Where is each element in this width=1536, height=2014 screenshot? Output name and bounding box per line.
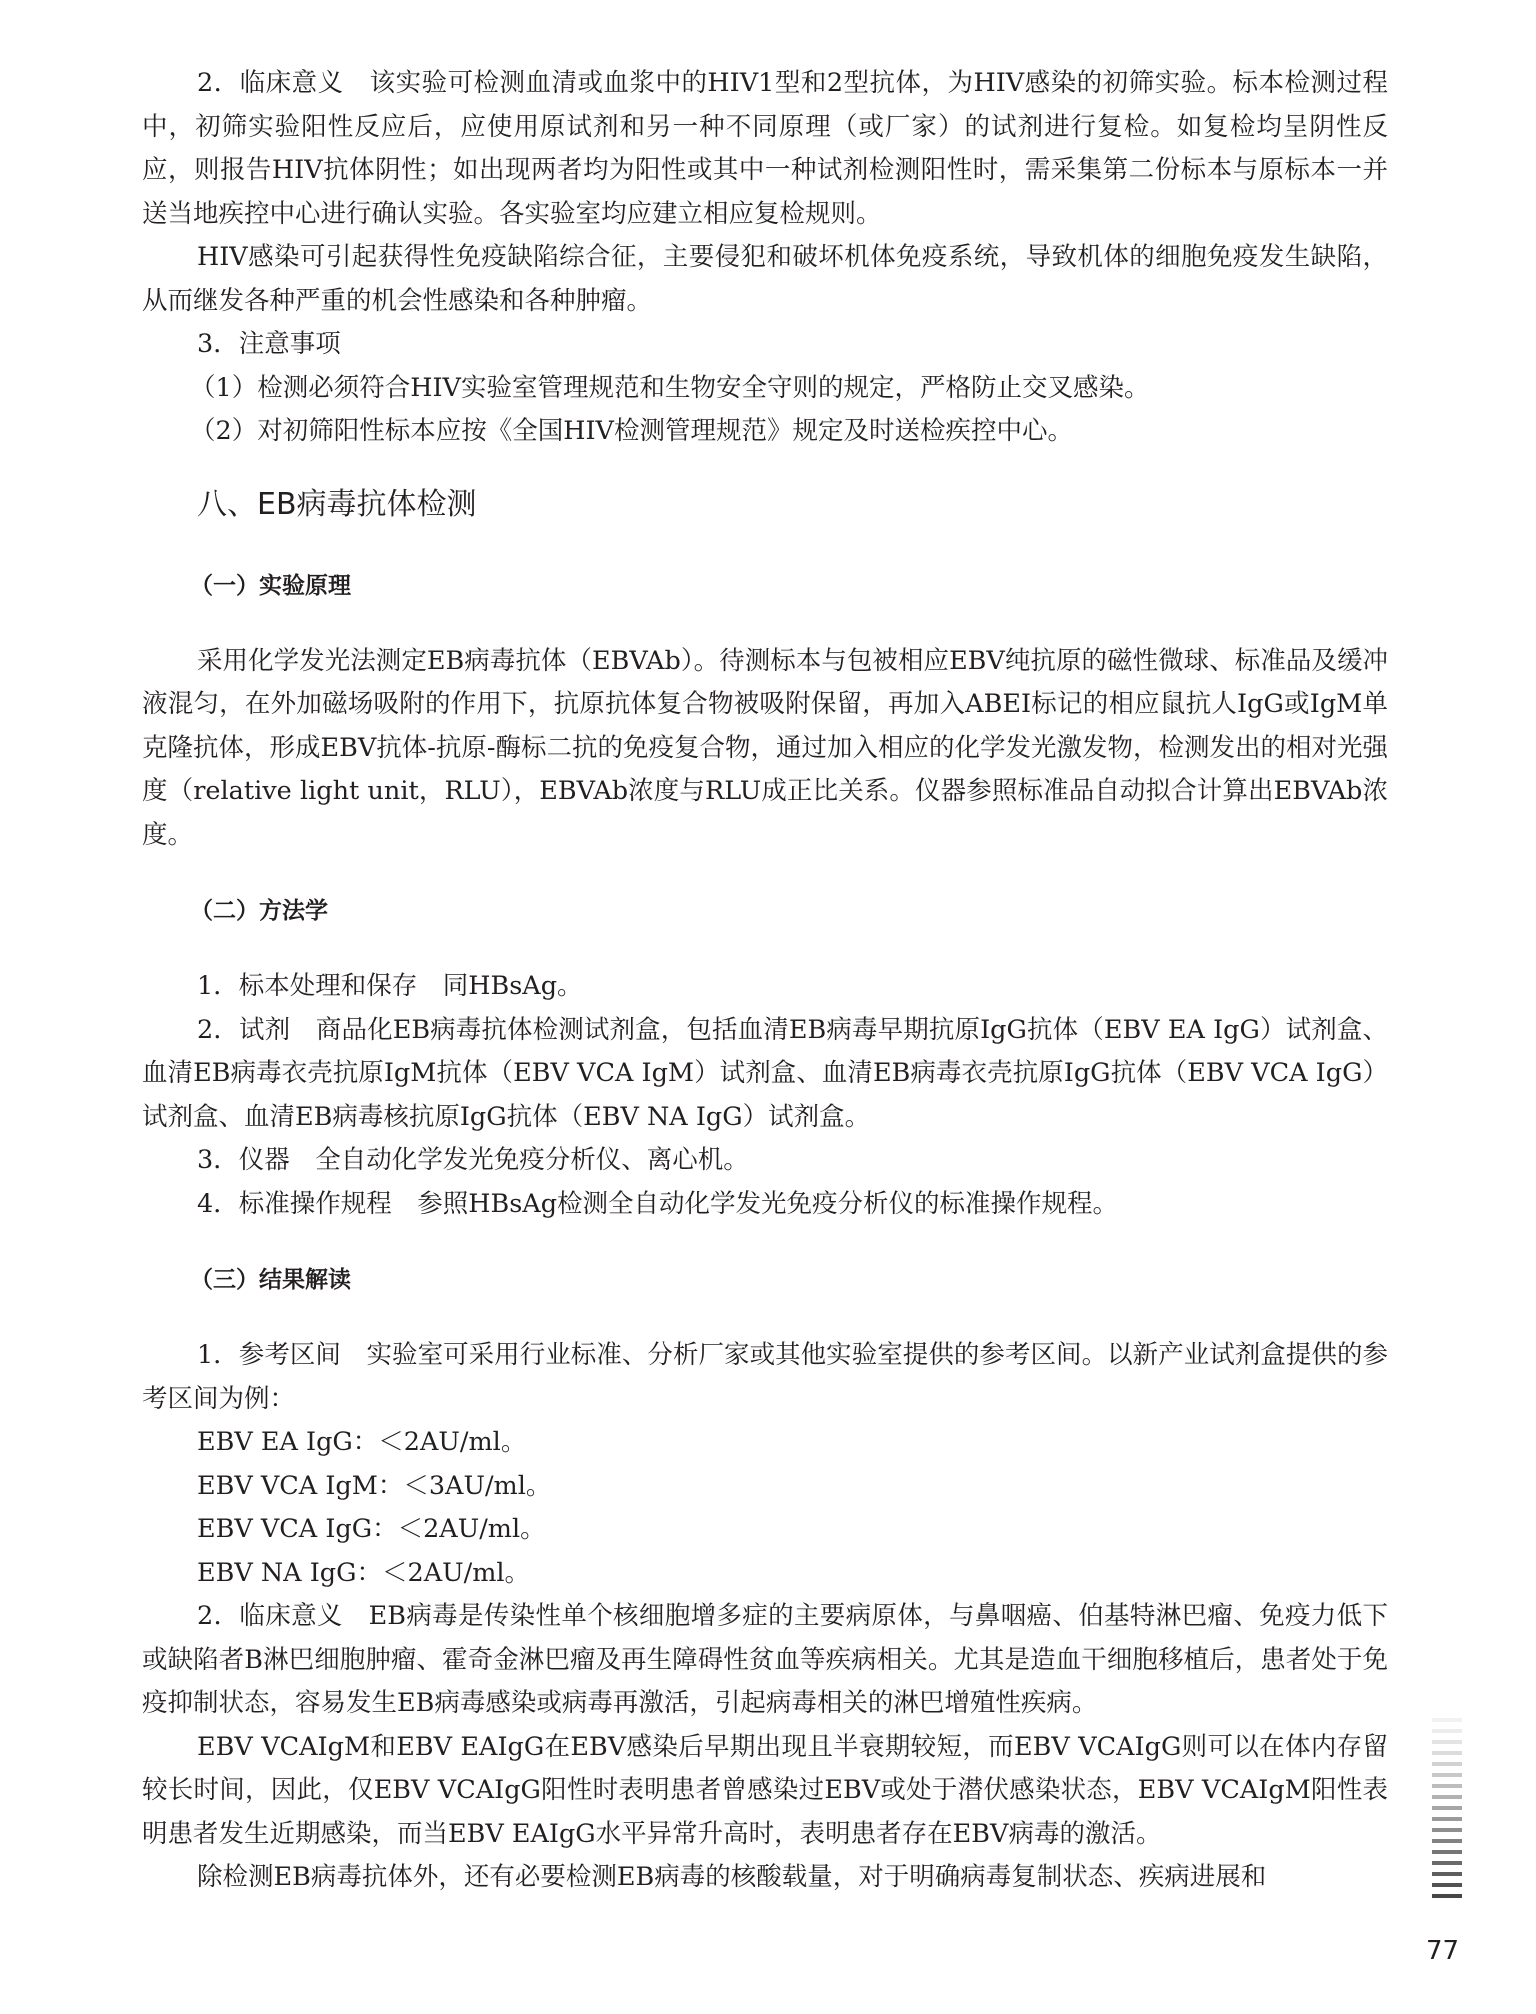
- thumb-bar: [1432, 1751, 1462, 1755]
- reference-line: EBV VCA IgM：＜3AU/ml。: [197, 1470, 552, 1501]
- reference-line: EBV NA IgG：＜2AU/ml。: [197, 1557, 531, 1588]
- thumb-bar: [1432, 1883, 1462, 1887]
- paragraph: 1．标本处理和保存 同HBsAg。: [197, 971, 583, 1001]
- subsection-title: （一）实验原理: [190, 572, 351, 599]
- thumb-bar: [1432, 1828, 1462, 1832]
- reference-line: EBV VCA IgG：＜2AU/ml。: [197, 1514, 546, 1544]
- paragraph: 3．仪器 全自动化学发光免疫分析仪、离心机。: [197, 1145, 749, 1175]
- thumb-bar: [1432, 1784, 1462, 1788]
- page-edge-thumb-index: [1432, 1718, 1462, 1905]
- paragraph: 2．临床意义 该实验可检测血清或血浆中的HIV1型和2型抗体，为HIV感染的初筛实验。标本检测过程中，初筛实验阳性反应后，应使用原试剂和另一种不同原理（或厂家）的试剂进行复检。如复检均呈阴性反应，则报告HIV抗体阴性；如出现两者均为阳性或其中一种试剂检测阳性时，需采集第二份标本与原标本一并送当地疾控中心进行确认实验。各实验室均应建立相应复检规则。: [142, 68, 1388, 229]
- paragraph: 采用化学发光法测定EB病毒抗体（EBVAb）。待测标本与包被相应EBV纯抗原的磁性微球、标准品及缓冲液混匀，在外加磁场吸附的作用下，抗原抗体复合物被吸附保留，再加入ABEI标记的相应鼠抗人IgG或IgM单克隆抗体，形成EBV抗体-抗原-酶标二抗的免疫复合物，通过加入相应的化学发光激发物，检测发出的相对光强度（relative light unit，RLU），EBVAb浓度与RLU成正比关系。仪器参照标准品自动拟合计算出EBVAb浓度。: [142, 645, 1389, 850]
- section-title: 八、EB病毒抗体检测: [197, 486, 477, 522]
- paragraph: 1．参考区间 实验室可采用行业标准、分析厂家或其他实验室提供的参考区间。以新产业试剂盒提供的参考区间为例：: [142, 1340, 1388, 1414]
- thumb-bar: [1432, 1817, 1462, 1821]
- paragraph: 3．注意事项: [197, 329, 341, 359]
- paragraph: 4．标准操作规程 参照HBsAg检测全自动化学发光免疫分析仪的标准操作规程。: [197, 1188, 1119, 1219]
- paragraph: 除检测EB病毒抗体外，还有必要检测EB病毒的核酸载量，对于明确病毒复制状态、疾病进展和: [197, 1862, 1267, 1892]
- page-number: 77: [1426, 1936, 1460, 1966]
- thumb-bar: [1432, 1861, 1462, 1865]
- thumb-bar: [1432, 1894, 1462, 1898]
- subsection-title: （二）方法学: [190, 898, 328, 924]
- thumb-bar: [1432, 1729, 1462, 1733]
- paragraph: 2．临床意义 EB病毒是传染性单个核细胞增多症的主要病原体，与鼻咽癌、伯基特淋巴瘤、免疫力低下或缺陷者B淋巴细胞肿瘤、霍奇金淋巴瘤及再生障碍性贫血等疾病相关。尤其是造血干细胞移植后，患者处于免疫抑制状态，容易发生EB病毒感染或病毒再激活，引起病毒相关的淋巴增殖性疾病。: [142, 1601, 1388, 1718]
- paragraph: 2．试剂 商品化EB病毒抗体检测试剂盒，包括血清EB病毒早期抗原IgG抗体（EBV EA IgG）试剂盒、血清EB病毒衣壳抗原IgM抗体（EBV VCA IgM）试剂盒、血清EB病毒衣壳抗原IgG抗体（EBV VCA IgG）试剂盒、血清EB病毒核抗原IgG抗体（EBV NA IgG）试剂盒。: [142, 1014, 1388, 1132]
- thumb-bar: [1432, 1718, 1462, 1722]
- paragraph: HIV感染可引起获得性免疫缺陷综合征，主要侵犯和破坏机体免疫系统，导致机体的细胞免疫发生缺陷，从而继发各种严重的机会性感染和各种肿瘤。: [142, 242, 1388, 316]
- thumb-bar: [1432, 1762, 1462, 1766]
- paragraph: （2）对初筛阳性标本应按《全国HIV检测管理规范》规定及时送检疾控中心。: [190, 416, 1073, 446]
- paragraph: （1）检测必须符合HIV实验室管理规范和生物安全守则的规定，严格防止交叉感染。: [190, 372, 1150, 403]
- thumb-bar: [1432, 1850, 1462, 1854]
- thumb-bar: [1432, 1839, 1462, 1843]
- paragraph: EBV VCAIgM和EBV EAIgG在EBV感染后早期出现且半衰期较短，而EBV VCAIgG则可以在体内存留较长时间，因此，仅EBV VCAIgG阳性时表明患者曾感染过EBV或处于潜伏感染状态，EBV VCAIgM阳性表明患者发生近期感染，而当EBV EAIgG水平异常升高时，表明患者存在EBV病毒的激活。: [142, 1731, 1388, 1849]
- reference-line: EBV EA IgG：＜2AU/ml。: [197, 1427, 527, 1457]
- thumb-bar: [1432, 1795, 1462, 1799]
- thumb-bar: [1432, 1773, 1462, 1777]
- thumb-bar: [1432, 1872, 1462, 1876]
- thumb-bar: [1432, 1740, 1462, 1744]
- subsection-title: （三）结果解读: [190, 1267, 351, 1293]
- thumb-bar: [1432, 1806, 1462, 1810]
- page-content: [142, 62, 1388, 1900]
